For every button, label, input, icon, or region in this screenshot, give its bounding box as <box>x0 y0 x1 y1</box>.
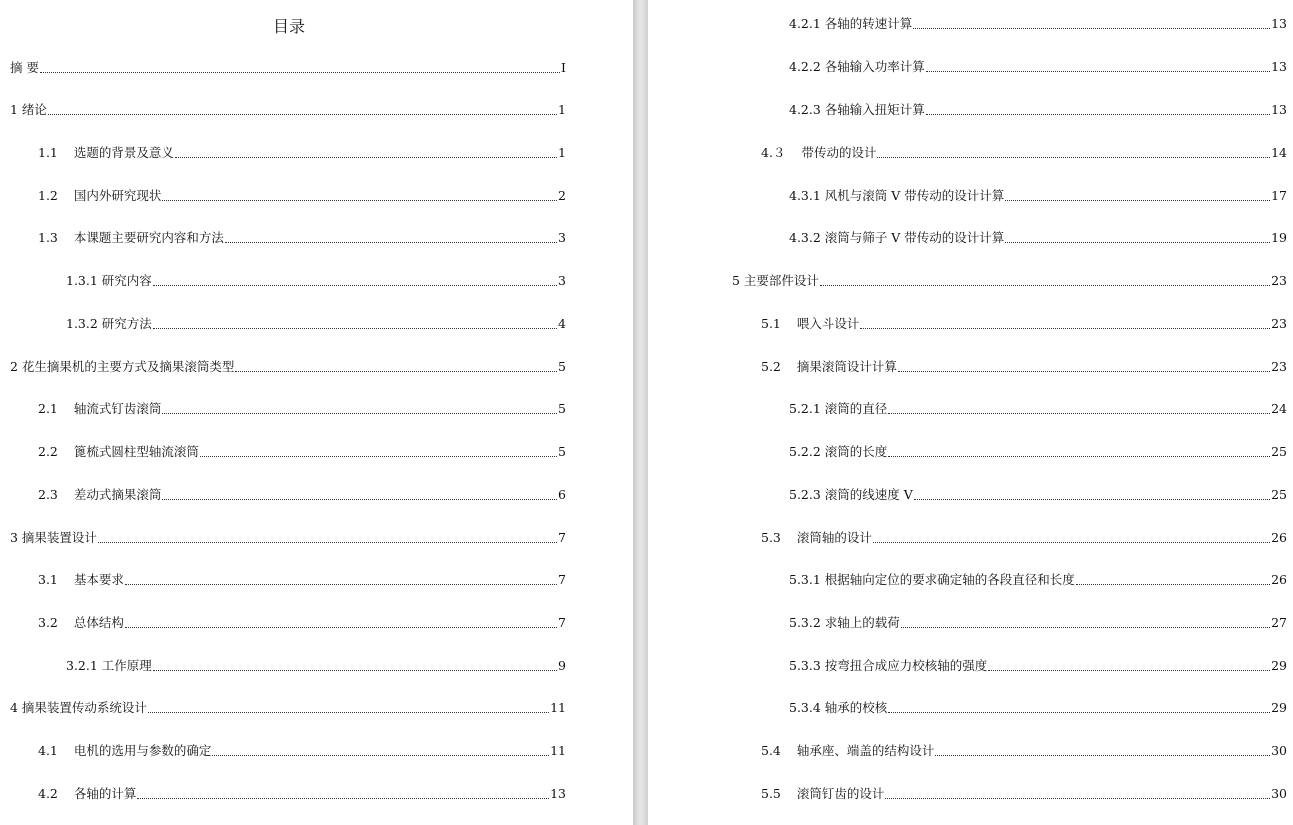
toc-entry-label <box>761 741 934 761</box>
toc-entry[interactable] <box>789 186 1287 206</box>
toc-dot-leader <box>1005 199 1270 201</box>
toc-entry-label <box>10 58 39 78</box>
toc-entry-number: 5 主要部件设计 <box>732 273 819 288</box>
toc-page-number: 26 <box>1271 572 1287 587</box>
toc-dot-leader <box>175 156 557 158</box>
toc-page-number: 30 <box>1271 786 1287 801</box>
toc-dot-leader <box>162 199 557 201</box>
toc-entry-number: 1.3.1 研究内容 <box>66 273 152 288</box>
toc-entry[interactable] <box>789 613 1287 633</box>
toc-entry-text: 国内外研究现状 <box>73 188 162 203</box>
toc-entry-label <box>10 357 234 377</box>
toc-entry[interactable] <box>38 784 566 804</box>
toc-entry-text: 电机的选用与参数的确定 <box>73 743 212 758</box>
toc-dot-leader <box>153 669 557 671</box>
toc-entry-label <box>10 528 97 548</box>
toc-page-number: 26 <box>1271 530 1287 545</box>
toc-entry[interactable] <box>38 442 566 462</box>
toc-entry-label <box>789 186 1004 206</box>
toc-title: 目录 <box>272 17 305 36</box>
toc-dot-leader <box>225 241 557 243</box>
toc-entry-number: 5.3.4 轴承的校核 <box>789 700 888 715</box>
toc-dot-leader <box>913 27 1270 29</box>
toc-dot-leader <box>162 498 557 500</box>
toc-dot-leader <box>200 455 557 457</box>
toc-entry[interactable] <box>38 741 566 761</box>
toc-entry[interactable] <box>38 228 566 248</box>
toc-dot-leader <box>48 113 557 115</box>
toc-dot-leader <box>1076 583 1270 585</box>
toc-dot-leader <box>148 711 549 713</box>
toc-entry-label <box>789 100 925 120</box>
toc-entry-number: 5.4 <box>761 743 781 758</box>
toc-entry-text: 轴流式钉齿滚筒 <box>73 401 162 416</box>
toc-page-number: 24 <box>1271 401 1287 416</box>
toc-entry-number: 5.2.3 滚筒的线速度 V <box>789 487 913 502</box>
toc-entry[interactable] <box>789 228 1287 248</box>
toc-dot-leader <box>40 71 560 73</box>
toc-entry-text: 差动式摘果滚筒 <box>73 487 162 502</box>
toc-page-number: 13 <box>550 786 566 801</box>
toc-entry-label <box>789 613 900 633</box>
toc-dot-leader <box>1005 241 1270 243</box>
toc-page-number: 7 <box>558 530 566 545</box>
toc-entry-label <box>789 442 887 462</box>
toc-entry-label <box>38 186 161 206</box>
toc-entry[interactable] <box>38 399 566 419</box>
toc-page-number: 11 <box>550 743 566 758</box>
toc-dot-leader <box>888 455 1270 457</box>
toc-page-number: 4 <box>558 316 566 331</box>
toc-entry[interactable] <box>38 485 566 505</box>
toc-dot-leader <box>914 498 1270 500</box>
toc-dot-leader <box>162 412 557 414</box>
toc-page-number: 27 <box>1271 615 1287 630</box>
toc-entry[interactable] <box>10 357 566 377</box>
toc-entry-number: 1.1 <box>38 145 58 160</box>
toc-entry-label <box>10 100 47 120</box>
toc-entry-number: 5.2.1 滚筒的直径 <box>789 401 888 416</box>
toc-entry[interactable] <box>10 528 566 548</box>
toc-entry-number: 5.5 <box>761 786 781 801</box>
toc-dot-leader <box>820 284 1270 286</box>
toc-entry-number: 4.3.2 滚筒与筛子 V 带传动的设计计算 <box>789 230 1005 245</box>
toc-page-number: 17 <box>1271 188 1287 203</box>
toc-entry[interactable] <box>789 698 1287 718</box>
toc-entry[interactable] <box>789 570 1287 590</box>
toc-page-number: 1 <box>558 145 566 160</box>
toc-entry-label <box>789 656 987 676</box>
toc-entry-text: 各轴的计算 <box>73 786 137 801</box>
toc-page-number: 13 <box>1271 102 1287 117</box>
toc-entry-number: 3.1 <box>38 572 58 587</box>
toc-page-number: 29 <box>1271 700 1287 715</box>
toc-page-number: 13 <box>1271 59 1287 74</box>
toc-page-left <box>0 0 633 825</box>
toc-page-right <box>648 0 1293 825</box>
toc-entry-label <box>38 570 124 590</box>
toc-entry-label <box>38 399 161 419</box>
toc-dot-leader <box>153 284 557 286</box>
toc-entry-label <box>789 570 1075 590</box>
toc-dot-leader <box>153 327 557 329</box>
toc-page-number: 25 <box>1271 444 1287 459</box>
toc-entry-number: 2.2 <box>38 444 58 459</box>
toc-entry-number: 1.3 <box>38 230 58 245</box>
toc-entry-label <box>732 271 819 291</box>
toc-entry-text: 轴承座、端盖的结构设计 <box>796 743 935 758</box>
toc-entry-number: 3.2.1 工作原理 <box>66 658 152 673</box>
toc-entry[interactable] <box>761 741 1287 761</box>
toc-entry-label <box>761 784 884 804</box>
toc-dot-leader <box>877 156 1270 158</box>
toc-entry[interactable] <box>789 57 1287 77</box>
toc-page-number: 2 <box>558 188 566 203</box>
toc-entry-number: 5.1 <box>761 316 781 331</box>
toc-entry-number: 1.3.2 研究方法 <box>66 316 152 331</box>
toc-entry[interactable] <box>761 314 1287 334</box>
toc-page-number: 5 <box>558 359 566 374</box>
toc-entry-number: 4 摘果装置传动系统设计 <box>10 700 147 715</box>
toc-entry-label <box>789 228 1004 248</box>
toc-entry-number: 4.2.2 各轴输入功率计算 <box>789 59 925 74</box>
toc-entry[interactable] <box>38 570 566 590</box>
toc-page-number: 6 <box>558 487 566 502</box>
toc-entry-text: 本课题主要研究内容和方法 <box>73 230 224 245</box>
toc-entry[interactable] <box>761 143 1287 163</box>
toc-entry-text: 喂入斗设计 <box>796 316 860 331</box>
toc-page-number: 7 <box>558 615 566 630</box>
toc-entry-label <box>10 698 147 718</box>
toc-entry-number: 5.3.1 根据轴向定位的要求确定轴的各段直径和长度 <box>789 572 1075 587</box>
toc-entry-label <box>38 442 199 462</box>
toc-entry-label <box>38 613 124 633</box>
toc-entry-number: 5.3 <box>761 530 781 545</box>
toc-dot-leader <box>885 797 1270 799</box>
toc-page-number: 30 <box>1271 743 1287 758</box>
toc-dot-leader <box>860 327 1270 329</box>
page-gutter <box>633 0 648 825</box>
toc-entry-number: 4.1 <box>38 743 58 758</box>
toc-dot-leader <box>137 797 549 799</box>
toc-entry[interactable] <box>10 100 566 120</box>
toc-dot-leader <box>235 370 557 372</box>
toc-entry-text: 带传动的设计 <box>801 145 877 160</box>
toc-page-number: I <box>561 60 566 75</box>
toc-page-number: 3 <box>558 230 566 245</box>
toc-entry-label <box>761 357 897 377</box>
toc-entry[interactable] <box>10 58 566 78</box>
toc-entry[interactable] <box>10 698 566 718</box>
toc-entry[interactable] <box>38 143 566 163</box>
toc-entry-text: 滚筒轴的设计 <box>796 530 872 545</box>
toc-entry[interactable] <box>66 271 566 291</box>
toc-entry-label <box>761 314 859 334</box>
toc-entry[interactable] <box>789 442 1287 462</box>
toc-entry[interactable] <box>66 656 566 676</box>
toc-entry-number: 摘 要 <box>10 60 39 75</box>
toc-entry-label <box>66 271 152 291</box>
toc-entry-number: 4.2 <box>38 786 58 801</box>
toc-dot-leader <box>212 754 549 756</box>
toc-entry[interactable] <box>38 186 566 206</box>
toc-entry-label <box>761 528 872 548</box>
toc-page-number: 23 <box>1271 273 1287 288</box>
toc-page-number: 23 <box>1271 316 1287 331</box>
toc-entry-label <box>38 741 211 761</box>
toc-entry-number: 5.3.2 求轴上的载荷 <box>789 615 900 630</box>
toc-entry-label <box>66 656 152 676</box>
toc-page-number: 1 <box>558 102 566 117</box>
toc-entry-number: 1 绪论 <box>10 102 47 117</box>
toc-entry-label <box>38 485 161 505</box>
toc-entry-text: 篦梳式圆柱型轴流滚筒 <box>73 444 199 459</box>
toc-page-number: 9 <box>558 658 566 673</box>
toc-entry-label <box>38 784 136 804</box>
toc-page-number: 29 <box>1271 658 1287 673</box>
toc-entry-label <box>38 143 174 163</box>
toc-entry-text: 基本要求 <box>73 572 124 587</box>
toc-entry-number: 2.1 <box>38 401 58 416</box>
toc-entry-label <box>789 485 913 505</box>
toc-entry-label <box>789 698 887 718</box>
toc-dot-leader <box>125 583 557 585</box>
toc-dot-leader <box>873 541 1270 543</box>
toc-entry-label <box>761 143 876 163</box>
toc-entry-number: 2 花生摘果机的主要方式及摘果滚筒类型 <box>10 359 235 374</box>
toc-entry-number: 4.3.1 风机与滚筒 V 带传动的设计计算 <box>789 188 1005 203</box>
toc-entry-number: 3 摘果装置设计 <box>10 530 97 545</box>
toc-entry-number: 4.2.3 各轴输入扭矩计算 <box>789 102 925 117</box>
toc-page-number: 5 <box>558 401 566 416</box>
toc-page-number: 14 <box>1271 145 1287 160</box>
toc-entry[interactable] <box>761 528 1287 548</box>
toc-entry-label <box>789 57 925 77</box>
toc-dot-leader <box>926 113 1270 115</box>
toc-entry[interactable] <box>38 613 566 633</box>
toc-entry-text: 总体结构 <box>73 615 124 630</box>
toc-entry-number: 5.3.3 按弯扭合成应力校核轴的强度 <box>789 658 988 673</box>
toc-dot-leader <box>926 70 1270 72</box>
toc-entry[interactable] <box>789 399 1287 419</box>
toc-page-number: 19 <box>1271 230 1287 245</box>
toc-page-number: 13 <box>1271 16 1287 31</box>
toc-entry-text: 滚筒钉齿的设计 <box>796 786 885 801</box>
toc-entry[interactable] <box>761 357 1287 377</box>
toc-entry-number: 4.３ <box>761 145 786 160</box>
toc-dot-leader <box>901 626 1270 628</box>
toc-entry-number: 3.2 <box>38 615 58 630</box>
toc-entry-text: 选题的背景及意义 <box>73 145 174 160</box>
toc-entry-label <box>789 399 887 419</box>
toc-entry-text: 摘果滚筒设计计算 <box>796 359 897 374</box>
toc-dot-leader <box>988 669 1270 671</box>
toc-entry-label <box>66 314 152 334</box>
toc-entry[interactable] <box>789 100 1287 120</box>
toc-page-number: 5 <box>558 444 566 459</box>
toc-entry[interactable] <box>789 485 1287 505</box>
toc-page-number: 11 <box>550 700 566 715</box>
toc-entry[interactable] <box>761 784 1287 804</box>
toc-page-number: 7 <box>558 572 566 587</box>
toc-dot-leader <box>125 626 557 628</box>
toc-dot-leader <box>935 754 1270 756</box>
toc-entry[interactable] <box>732 271 1287 291</box>
toc-entry-number: 4.2.1 各轴的转速计算 <box>789 16 913 31</box>
toc-dot-leader <box>898 370 1270 372</box>
toc-page-number: 23 <box>1271 359 1287 374</box>
toc-entry-number: 1.2 <box>38 188 58 203</box>
toc-entry-number: 5.2.2 滚筒的长度 <box>789 444 888 459</box>
toc-page-number: 25 <box>1271 487 1287 502</box>
toc-entry-number: 2.3 <box>38 487 58 502</box>
toc-entry-label <box>38 228 224 248</box>
toc-entry[interactable] <box>789 14 1287 34</box>
toc-dot-leader <box>98 541 557 543</box>
toc-entry[interactable] <box>789 656 1287 676</box>
toc-entry-label <box>789 14 912 34</box>
toc-entry[interactable] <box>66 314 566 334</box>
toc-page-number: 3 <box>558 273 566 288</box>
toc-dot-leader <box>888 412 1270 414</box>
toc-entry-number: 5.2 <box>761 359 781 374</box>
toc-dot-leader <box>888 711 1270 713</box>
